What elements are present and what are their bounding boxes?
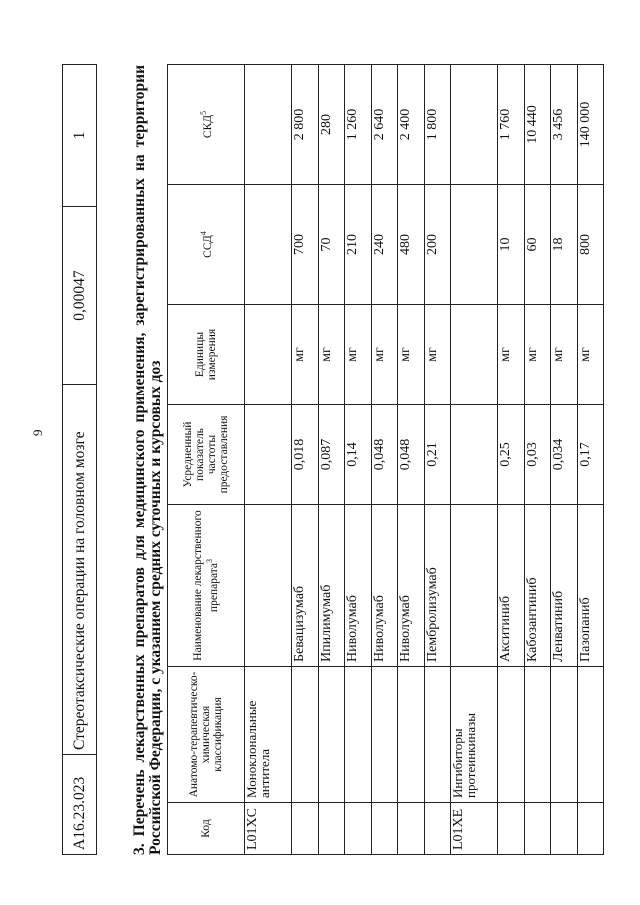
row-unit: мг xyxy=(318,305,345,405)
table-row xyxy=(551,65,578,855)
row-ssd: 700 xyxy=(292,185,319,305)
row-atc xyxy=(292,667,319,803)
row-frequency: 0,25 xyxy=(498,405,525,505)
row-ssd: 70 xyxy=(318,185,345,305)
row-ssd: 10 xyxy=(498,185,525,305)
service-name: Стереотаксические операции на головном мозге xyxy=(63,385,97,755)
row-code: L01XC xyxy=(245,803,292,855)
row-frequency: 0,048 xyxy=(398,405,425,505)
row-code xyxy=(498,803,525,855)
row-ssd: 210 xyxy=(345,185,372,305)
row-frequency: 0,21 xyxy=(424,405,451,505)
row-frequency xyxy=(451,405,498,505)
row-code xyxy=(551,803,578,855)
header-skd-footnote: 5 xyxy=(199,110,209,115)
row-unit: мг xyxy=(498,305,525,405)
row-ssd: 240 xyxy=(371,185,398,305)
service-code: A16.23.023 xyxy=(63,755,97,855)
row-skd: 2 400 xyxy=(398,65,425,185)
page-number: 9 xyxy=(30,429,45,436)
row-ssd: 800 xyxy=(577,185,604,305)
header-code: Код xyxy=(168,803,245,855)
table-row xyxy=(451,65,498,855)
row-frequency: 0,17 xyxy=(577,405,604,505)
row-skd: 2 800 xyxy=(292,65,319,185)
row-frequency: 0,048 xyxy=(371,405,398,505)
service-table xyxy=(62,64,97,855)
header-drug-name-text: Наименование лекарственного препарата xyxy=(192,510,220,661)
row-unit: мг xyxy=(524,305,551,405)
row-ssd: 18 xyxy=(551,185,578,305)
service-frequency: 0,00047 xyxy=(63,207,97,385)
header-frequency: Усредненный показатель частоты предоставления xyxy=(168,405,245,505)
table-row xyxy=(398,65,425,855)
row-skd: 3 456 xyxy=(551,65,578,185)
row-drug-name xyxy=(245,505,292,667)
row-drug-name: Ипилимумаб xyxy=(318,505,345,667)
row-ssd xyxy=(245,185,292,305)
row-skd xyxy=(451,65,498,185)
row-drug-name: Бевацизумаб xyxy=(292,505,319,667)
row-code: L01XE xyxy=(451,803,498,855)
row-ssd: 60 xyxy=(524,185,551,305)
table-row xyxy=(524,65,551,855)
row-code xyxy=(292,803,319,855)
row-code xyxy=(371,803,398,855)
drug-table xyxy=(167,64,604,855)
table-row xyxy=(371,65,398,855)
row-code xyxy=(577,803,604,855)
row-ssd xyxy=(451,185,498,305)
row-atc xyxy=(577,667,604,803)
row-code xyxy=(398,803,425,855)
row-atc: Моноклональные антитела xyxy=(245,667,292,803)
row-atc xyxy=(524,667,551,803)
header-ssd-text: ССД xyxy=(201,235,214,258)
row-skd: 1 800 xyxy=(424,65,451,185)
row-frequency: 0,03 xyxy=(524,405,551,505)
row-atc xyxy=(551,667,578,803)
header-ssd xyxy=(168,185,245,305)
row-atc xyxy=(371,667,398,803)
service-row xyxy=(63,65,97,855)
header-skd-text: СКД xyxy=(201,114,214,139)
service-multiplicity: 1 xyxy=(63,65,97,207)
table-row xyxy=(498,65,525,855)
row-drug-name: Ленватиниб xyxy=(551,505,578,667)
row-unit: мг xyxy=(292,305,319,405)
row-atc xyxy=(424,667,451,803)
header-skd xyxy=(168,65,245,185)
row-unit: мг xyxy=(371,305,398,405)
header-drug-name xyxy=(168,505,245,667)
row-drug-name: Ниволумаб xyxy=(345,505,372,667)
table-row xyxy=(318,65,345,855)
row-frequency: 0,14 xyxy=(345,405,372,505)
row-atc xyxy=(498,667,525,803)
row-unit: мг xyxy=(577,305,604,405)
row-drug-name: Пембролизумаб xyxy=(424,505,451,667)
row-unit xyxy=(451,305,498,405)
row-drug-name: Пазопаниб xyxy=(577,505,604,667)
row-drug-name xyxy=(451,505,498,667)
row-atc: Ингибиторы протеинкиназы xyxy=(451,667,498,803)
header-ssd-footnote: 4 xyxy=(199,231,209,236)
row-frequency: 0,087 xyxy=(318,405,345,505)
row-frequency: 0,018 xyxy=(292,405,319,505)
row-skd: 2 640 xyxy=(371,65,398,185)
row-code xyxy=(524,803,551,855)
row-skd xyxy=(245,65,292,185)
table-row xyxy=(424,65,451,855)
rotated-page-content xyxy=(62,55,640,855)
row-unit: мг xyxy=(398,305,425,405)
row-unit: мг xyxy=(551,305,578,405)
header-unit: Единицы измерения xyxy=(168,305,245,405)
row-skd: 140 000 xyxy=(577,65,604,185)
row-skd: 1 760 xyxy=(498,65,525,185)
row-skd: 10 440 xyxy=(524,65,551,185)
row-frequency xyxy=(245,405,292,505)
row-drug-name: Ниволумаб xyxy=(398,505,425,667)
section-heading: 3. Перечень лекарственных препаратов для медицинского применения, зарегистрированных на территории Российской Федерации, с указанием средних суточных и курсовых доз xyxy=(131,65,164,855)
row-skd: 1 260 xyxy=(345,65,372,185)
table-row xyxy=(345,65,372,855)
table-row xyxy=(577,65,604,855)
row-skd: 280 xyxy=(318,65,345,185)
table-header-row xyxy=(168,65,245,855)
row-code xyxy=(318,803,345,855)
row-code xyxy=(345,803,372,855)
row-atc xyxy=(398,667,425,803)
table-row xyxy=(245,65,292,855)
row-ssd: 480 xyxy=(398,185,425,305)
row-drug-name: Кабозантиниб xyxy=(524,505,551,667)
row-unit: мг xyxy=(424,305,451,405)
row-unit xyxy=(245,305,292,405)
header-atc: Анатомо-терапевтическо-химическая классификация xyxy=(168,667,245,803)
row-drug-name: Ниволумаб xyxy=(371,505,398,667)
row-frequency: 0,034 xyxy=(551,405,578,505)
row-atc xyxy=(345,667,372,803)
table-row xyxy=(292,65,319,855)
row-unit: мг xyxy=(345,305,372,405)
header-drug-name-footnote: 3 xyxy=(205,558,215,563)
row-ssd: 200 xyxy=(424,185,451,305)
row-code xyxy=(424,803,451,855)
row-drug-name: Акситиниб xyxy=(498,505,525,667)
row-atc xyxy=(318,667,345,803)
